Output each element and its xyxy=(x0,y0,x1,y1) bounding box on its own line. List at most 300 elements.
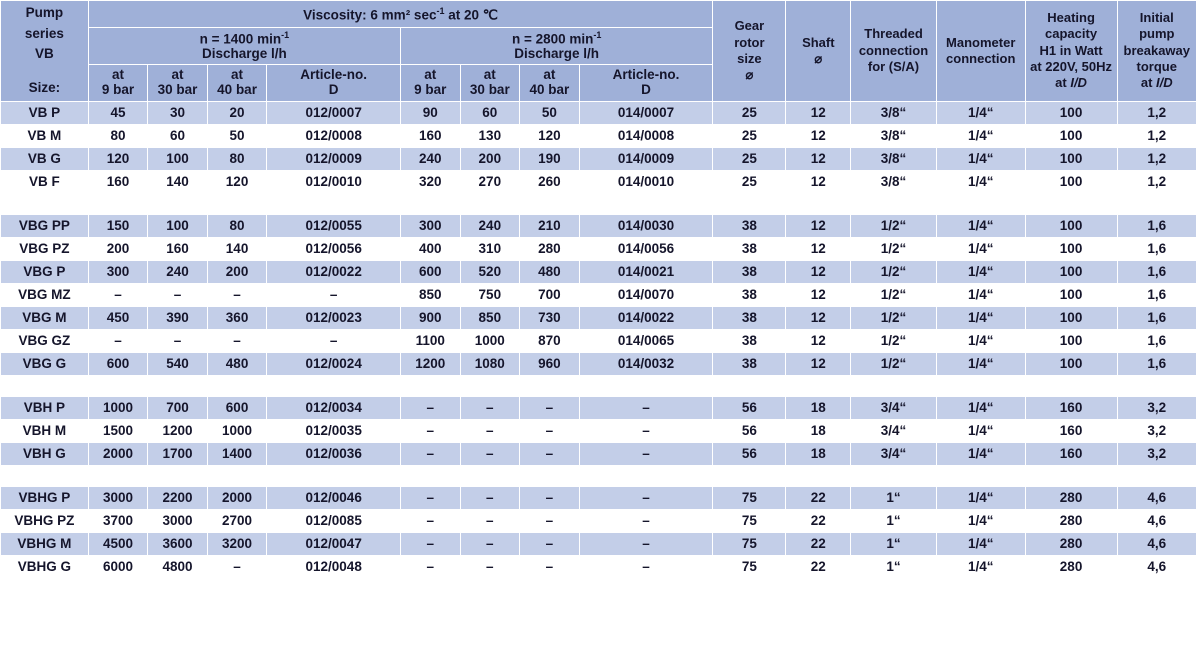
cell-discharge-1400-40bar: 1000 xyxy=(207,419,267,442)
cell-threaded-connection: 1/2“ xyxy=(851,329,937,352)
header-manometer-line1: Manometer xyxy=(946,34,1016,50)
cell-breakaway-torque: 1,2 xyxy=(1117,147,1196,170)
header-pump-series-line1: Pump xyxy=(25,5,64,21)
cell-discharge-1400-9bar: 600 xyxy=(88,352,148,375)
header-viscosity xyxy=(88,1,713,28)
header-group-1400-speed-text: n = 1400 min xyxy=(199,31,282,47)
header-viscosity-tail: at 20 ℃ xyxy=(444,7,498,23)
cell-discharge-2800-30bar: 310 xyxy=(460,237,520,260)
cell-discharge-1400-30bar: 1700 xyxy=(148,442,208,465)
cell-discharge-1400-30bar: 2200 xyxy=(148,486,208,509)
cell-heating-capacity: 100 xyxy=(1025,214,1117,237)
cell-gear-rotor-size: 38 xyxy=(713,214,786,237)
table-row xyxy=(1,101,1197,124)
cell-series: VBHG G xyxy=(1,555,89,578)
cell-article-no-2800: 014/0009 xyxy=(579,147,713,170)
cell-threaded-connection: 3/4“ xyxy=(851,419,937,442)
cell-manometer-connection: 1/4“ xyxy=(936,124,1025,147)
header-1400-40bar-at: at xyxy=(231,67,244,83)
cell-gear-rotor-size: 25 xyxy=(713,101,786,124)
cell-threaded-connection: 3/8“ xyxy=(851,170,937,193)
header-2800-40bar-value: 40 bar xyxy=(529,82,570,98)
header-heating-line5: at I/D xyxy=(1055,75,1087,91)
cell-discharge-2800-40bar: – xyxy=(520,442,580,465)
cell-article-no-1400: 012/0023 xyxy=(267,306,401,329)
cell-threaded-connection: 3/8“ xyxy=(851,124,937,147)
header-manometer-connection xyxy=(936,1,1025,102)
header-initial-breakaway-torque xyxy=(1117,1,1196,102)
cell-discharge-2800-9bar: – xyxy=(401,442,461,465)
header-pump-series-line2: series xyxy=(24,25,64,41)
cell-article-no-1400: 012/0008 xyxy=(267,124,401,147)
cell-heating-capacity: 100 xyxy=(1025,101,1117,124)
cell-discharge-2800-9bar: 240 xyxy=(401,147,461,170)
cell-article-no-1400: 012/0022 xyxy=(267,260,401,283)
cell-discharge-1400-30bar: 390 xyxy=(148,306,208,329)
cell-discharge-1400-40bar: 200 xyxy=(207,260,267,283)
cell-discharge-1400-9bar: 200 xyxy=(88,237,148,260)
cell-threaded-connection: 3/8“ xyxy=(851,147,937,170)
header-2800-30bar xyxy=(460,65,520,101)
cell-discharge-2800-9bar: – xyxy=(401,509,461,532)
cell-discharge-1400-9bar: – xyxy=(88,283,148,306)
cell-manometer-connection: 1/4“ xyxy=(936,419,1025,442)
cell-heating-capacity: 100 xyxy=(1025,283,1117,306)
cell-discharge-1400-9bar: 1000 xyxy=(88,396,148,419)
cell-heating-capacity: 100 xyxy=(1025,352,1117,375)
cell-shaft-diameter: 12 xyxy=(786,214,851,237)
header-manometer-line2: connection xyxy=(946,50,1016,66)
cell-gear-rotor-size: 38 xyxy=(713,352,786,375)
cell-heating-capacity: 100 xyxy=(1025,147,1117,170)
cell-article-no-2800: 014/0021 xyxy=(579,260,713,283)
cell-breakaway-torque: 1,2 xyxy=(1117,170,1196,193)
header-1400-article-d: D xyxy=(328,82,339,98)
header-heating-line1: Heating xyxy=(1047,10,1095,26)
cell-discharge-2800-30bar: 130 xyxy=(460,124,520,147)
cell-breakaway-torque: 1,6 xyxy=(1117,283,1196,306)
cell-discharge-1400-30bar: 100 xyxy=(148,214,208,237)
table-row xyxy=(1,509,1197,532)
header-gear-rotor-size xyxy=(713,1,786,102)
table-row xyxy=(1,396,1197,419)
header-gear-rotor-diameter-symbol: ⌀ xyxy=(745,67,754,83)
cell-discharge-2800-30bar: – xyxy=(460,532,520,555)
table-spacer-row xyxy=(1,465,1197,486)
cell-article-no-1400: – xyxy=(267,329,401,352)
cell-discharge-1400-9bar: 1500 xyxy=(88,419,148,442)
cell-series: VBG PP xyxy=(1,214,89,237)
cell-discharge-1400-9bar: 300 xyxy=(88,260,148,283)
cell-article-no-2800: – xyxy=(579,396,713,419)
cell-discharge-2800-40bar: 730 xyxy=(520,306,580,329)
table-row xyxy=(1,147,1197,170)
cell-discharge-1400-9bar: 450 xyxy=(88,306,148,329)
cell-threaded-connection: 1/2“ xyxy=(851,283,937,306)
cell-discharge-2800-30bar: 750 xyxy=(460,283,520,306)
header-initial-line5: at I/D xyxy=(1140,75,1173,91)
cell-discharge-2800-40bar: – xyxy=(520,486,580,509)
cell-discharge-1400-40bar: 140 xyxy=(207,237,267,260)
cell-discharge-1400-40bar: 360 xyxy=(207,306,267,329)
cell-discharge-1400-30bar: 160 xyxy=(148,237,208,260)
cell-heating-capacity: 100 xyxy=(1025,329,1117,352)
cell-discharge-2800-9bar: – xyxy=(401,532,461,555)
cell-shaft-diameter: 12 xyxy=(786,306,851,329)
cell-discharge-2800-9bar: – xyxy=(401,396,461,419)
header-shaft-line1: Shaft xyxy=(802,34,835,50)
cell-gear-rotor-size: 38 xyxy=(713,237,786,260)
header-group-2800 xyxy=(401,27,713,65)
cell-manometer-connection: 1/4“ xyxy=(936,283,1025,306)
cell-discharge-2800-9bar: 1100 xyxy=(401,329,461,352)
cell-gear-rotor-size: 56 xyxy=(713,396,786,419)
cell-gear-rotor-size: 56 xyxy=(713,419,786,442)
cell-manometer-connection: 1/4“ xyxy=(936,352,1025,375)
header-viscosity-text: Viscosity: 6 mm² sec xyxy=(303,7,437,23)
cell-manometer-connection: 1/4“ xyxy=(936,486,1025,509)
cell-discharge-1400-30bar: 60 xyxy=(148,124,208,147)
header-initial-line3: breakaway xyxy=(1123,42,1190,58)
header-threaded-line3: for (S/A) xyxy=(867,58,920,74)
cell-article-no-1400: 012/0056 xyxy=(267,237,401,260)
cell-threaded-connection: 3/4“ xyxy=(851,396,937,419)
header-initial-line4: torque xyxy=(1136,58,1177,74)
cell-discharge-2800-9bar: 160 xyxy=(401,124,461,147)
header-2800-article-no xyxy=(579,65,713,101)
cell-discharge-1400-30bar: 540 xyxy=(148,352,208,375)
header-1400-article-label: Article-no. xyxy=(300,67,368,83)
cell-discharge-1400-9bar: 160 xyxy=(88,170,148,193)
table-row xyxy=(1,237,1197,260)
table-row xyxy=(1,214,1197,237)
cell-discharge-1400-9bar: 45 xyxy=(88,101,148,124)
header-group-2800-speed xyxy=(403,30,710,47)
cell-heating-capacity: 100 xyxy=(1025,124,1117,147)
cell-discharge-2800-30bar: 200 xyxy=(460,147,520,170)
cell-breakaway-torque: 4,6 xyxy=(1117,509,1196,532)
header-2800-9bar-value: 9 bar xyxy=(414,82,447,98)
cell-article-no-1400: 012/0009 xyxy=(267,147,401,170)
cell-threaded-connection: 1“ xyxy=(851,486,937,509)
cell-shaft-diameter: 18 xyxy=(786,419,851,442)
header-threaded-connection xyxy=(851,1,937,102)
cell-discharge-2800-40bar: – xyxy=(520,532,580,555)
header-2800-40bar xyxy=(520,65,580,101)
header-2800-30bar-at: at xyxy=(483,67,496,83)
cell-discharge-1400-30bar: 140 xyxy=(148,170,208,193)
cell-discharge-1400-40bar: 2700 xyxy=(207,509,267,532)
cell-article-no-1400: 012/0048 xyxy=(267,555,401,578)
header-initial-line1: Initial xyxy=(1139,10,1174,26)
cell-gear-rotor-size: 25 xyxy=(713,124,786,147)
table-row xyxy=(1,352,1197,375)
header-group-1400 xyxy=(88,27,400,65)
cell-discharge-2800-9bar: – xyxy=(401,419,461,442)
header-pump-series-size: Size: xyxy=(28,80,61,96)
header-group-2800-discharge: Discharge l/h xyxy=(514,46,600,62)
cell-discharge-2800-30bar: – xyxy=(460,396,520,419)
cell-manometer-connection: 1/4“ xyxy=(936,532,1025,555)
cell-discharge-2800-40bar: 700 xyxy=(520,283,580,306)
header-heating-line3: H1 in Watt xyxy=(1039,42,1103,58)
cell-shaft-diameter: 12 xyxy=(786,352,851,375)
cell-discharge-2800-30bar: 60 xyxy=(460,101,520,124)
header-initial-line2: pump xyxy=(1139,26,1175,42)
cell-gear-rotor-size: 38 xyxy=(713,260,786,283)
cell-article-no-2800: 014/0007 xyxy=(579,101,713,124)
cell-discharge-2800-30bar: 240 xyxy=(460,214,520,237)
cell-manometer-connection: 1/4“ xyxy=(936,509,1025,532)
cell-discharge-2800-9bar: – xyxy=(401,555,461,578)
table-row xyxy=(1,442,1197,465)
cell-discharge-2800-30bar: – xyxy=(460,442,520,465)
cell-discharge-1400-9bar: 2000 xyxy=(88,442,148,465)
cell-shaft-diameter: 22 xyxy=(786,555,851,578)
header-shaft-diameter-symbol: ⌀ xyxy=(814,50,823,66)
cell-article-no-2800: 014/0070 xyxy=(579,283,713,306)
cell-article-no-2800: – xyxy=(579,419,713,442)
cell-article-no-2800: 014/0056 xyxy=(579,237,713,260)
header-group-2800-speed-sup: -1 xyxy=(593,29,602,40)
table-body xyxy=(1,101,1197,578)
cell-shaft-diameter: 12 xyxy=(786,237,851,260)
cell-discharge-2800-30bar: – xyxy=(460,419,520,442)
table-row xyxy=(1,306,1197,329)
cell-article-no-1400: 012/0035 xyxy=(267,419,401,442)
cell-discharge-1400-30bar: 100 xyxy=(148,147,208,170)
cell-article-no-1400: 012/0036 xyxy=(267,442,401,465)
cell-article-no-1400: 012/0085 xyxy=(267,509,401,532)
header-2800-article-d: D xyxy=(641,82,651,98)
cell-discharge-1400-30bar: 30 xyxy=(148,101,208,124)
cell-manometer-connection: 1/4“ xyxy=(936,442,1025,465)
cell-threaded-connection: 1/2“ xyxy=(851,306,937,329)
cell-manometer-connection: 1/4“ xyxy=(936,214,1025,237)
cell-threaded-connection: 1“ xyxy=(851,532,937,555)
cell-article-no-2800: – xyxy=(579,532,713,555)
header-viscosity-sup: -1 xyxy=(436,6,445,16)
cell-discharge-1400-9bar: 3700 xyxy=(88,509,148,532)
cell-shaft-diameter: 12 xyxy=(786,124,851,147)
cell-threaded-connection: 1“ xyxy=(851,555,937,578)
cell-breakaway-torque: 1,6 xyxy=(1117,329,1196,352)
header-threaded-line2: connection xyxy=(858,42,929,58)
cell-gear-rotor-size: 25 xyxy=(713,147,786,170)
cell-discharge-2800-40bar: – xyxy=(520,509,580,532)
cell-series: VBG MZ xyxy=(1,283,89,306)
cell-article-no-2800: – xyxy=(579,442,713,465)
cell-series: VBHG M xyxy=(1,532,89,555)
cell-discharge-1400-30bar: 240 xyxy=(148,260,208,283)
table-header xyxy=(1,1,1197,102)
cell-series: VBHG PZ xyxy=(1,509,89,532)
cell-breakaway-torque: 1,6 xyxy=(1117,352,1196,375)
table-row xyxy=(1,486,1197,509)
cell-heating-capacity: 280 xyxy=(1025,532,1117,555)
cell-breakaway-torque: 1,6 xyxy=(1117,237,1196,260)
cell-shaft-diameter: 22 xyxy=(786,532,851,555)
cell-article-no-2800: 014/0032 xyxy=(579,352,713,375)
cell-series: VBHG P xyxy=(1,486,89,509)
cell-article-no-1400: 012/0024 xyxy=(267,352,401,375)
header-1400-article-no xyxy=(267,65,401,101)
cell-discharge-2800-30bar: – xyxy=(460,555,520,578)
header-gear-rotor-line3: size xyxy=(737,50,762,66)
cell-shaft-diameter: 18 xyxy=(786,396,851,419)
cell-discharge-2800-40bar: 480 xyxy=(520,260,580,283)
cell-series: VBG M xyxy=(1,306,89,329)
table-spacer-row xyxy=(1,375,1197,396)
cell-breakaway-torque: 3,2 xyxy=(1117,442,1196,465)
header-heating-capacity xyxy=(1025,1,1117,102)
header-group-1400-speed xyxy=(91,30,398,47)
cell-breakaway-torque: 4,6 xyxy=(1117,555,1196,578)
cell-series: VB M xyxy=(1,124,89,147)
cell-discharge-2800-40bar: – xyxy=(520,396,580,419)
header-1400-40bar-value: 40 bar xyxy=(217,82,257,98)
cell-heating-capacity: 280 xyxy=(1025,555,1117,578)
cell-article-no-2800: – xyxy=(579,509,713,532)
cell-manometer-connection: 1/4“ xyxy=(936,306,1025,329)
cell-threaded-connection: 1/2“ xyxy=(851,214,937,237)
cell-gear-rotor-size: 25 xyxy=(713,170,786,193)
header-group-2800-speed-text: n = 2800 min xyxy=(511,31,594,47)
cell-heating-capacity: 100 xyxy=(1025,170,1117,193)
header-2800-30bar-value: 30 bar xyxy=(469,82,510,98)
header-heating-line2: capacity xyxy=(1045,26,1098,42)
cell-threaded-connection: 3/8“ xyxy=(851,101,937,124)
cell-discharge-1400-40bar: 2000 xyxy=(207,486,267,509)
cell-discharge-2800-40bar: 120 xyxy=(520,124,580,147)
cell-discharge-2800-9bar: 320 xyxy=(401,170,461,193)
cell-discharge-1400-40bar: – xyxy=(207,283,267,306)
cell-threaded-connection: 1“ xyxy=(851,509,937,532)
cell-discharge-2800-30bar: 850 xyxy=(460,306,520,329)
header-heating-line4: at 220V, 50Hz xyxy=(1030,58,1113,74)
table-row xyxy=(1,555,1197,578)
cell-series: VB F xyxy=(1,170,89,193)
header-row-1 xyxy=(1,1,1197,28)
cell-gear-rotor-size: 38 xyxy=(713,283,786,306)
cell-shaft-diameter: 12 xyxy=(786,101,851,124)
cell-heating-capacity: 280 xyxy=(1025,486,1117,509)
table-row xyxy=(1,532,1197,555)
cell-discharge-2800-30bar: – xyxy=(460,509,520,532)
cell-shaft-diameter: 18 xyxy=(786,442,851,465)
cell-series: VBG GZ xyxy=(1,329,89,352)
table-row xyxy=(1,329,1197,352)
header-1400-30bar-value: 30 bar xyxy=(157,82,198,98)
cell-discharge-1400-40bar: 20 xyxy=(207,101,267,124)
table-spacer-cell xyxy=(1,193,1197,214)
cell-shaft-diameter: 12 xyxy=(786,283,851,306)
cell-shaft-diameter: 12 xyxy=(786,260,851,283)
cell-threaded-connection: 1/2“ xyxy=(851,352,937,375)
cell-manometer-connection: 1/4“ xyxy=(936,555,1025,578)
cell-discharge-1400-30bar: 3600 xyxy=(148,532,208,555)
cell-gear-rotor-size: 75 xyxy=(713,509,786,532)
header-1400-40bar xyxy=(207,65,267,101)
cell-discharge-1400-40bar: 50 xyxy=(207,124,267,147)
header-2800-9bar xyxy=(401,65,461,101)
cell-discharge-2800-30bar: – xyxy=(460,486,520,509)
cell-article-no-2800: – xyxy=(579,555,713,578)
cell-discharge-1400-40bar: 120 xyxy=(207,170,267,193)
cell-breakaway-torque: 1,2 xyxy=(1117,124,1196,147)
cell-shaft-diameter: 12 xyxy=(786,329,851,352)
cell-article-no-2800: 014/0008 xyxy=(579,124,713,147)
cell-discharge-2800-40bar: 960 xyxy=(520,352,580,375)
cell-shaft-diameter: 22 xyxy=(786,509,851,532)
cell-heating-capacity: 160 xyxy=(1025,442,1117,465)
header-pump-series xyxy=(1,1,89,102)
cell-article-no-2800: 014/0010 xyxy=(579,170,713,193)
cell-discharge-1400-40bar: 80 xyxy=(207,147,267,170)
cell-shaft-diameter: 22 xyxy=(786,486,851,509)
cell-article-no-1400: 012/0010 xyxy=(267,170,401,193)
cell-discharge-1400-9bar: 150 xyxy=(88,214,148,237)
cell-article-no-1400: 012/0034 xyxy=(267,396,401,419)
cell-series: VBG G xyxy=(1,352,89,375)
cell-discharge-2800-30bar: 270 xyxy=(460,170,520,193)
cell-article-no-1400: 012/0007 xyxy=(267,101,401,124)
cell-gear-rotor-size: 38 xyxy=(713,329,786,352)
cell-shaft-diameter: 12 xyxy=(786,147,851,170)
cell-breakaway-torque: 4,6 xyxy=(1117,486,1196,509)
header-pump-series-line3: VB xyxy=(34,45,54,61)
cell-series: VBH M xyxy=(1,419,89,442)
header-1400-30bar-at: at xyxy=(171,67,184,83)
cell-heating-capacity: 160 xyxy=(1025,419,1117,442)
cell-manometer-connection: 1/4“ xyxy=(936,329,1025,352)
cell-discharge-2800-9bar: 850 xyxy=(401,283,461,306)
cell-shaft-diameter: 12 xyxy=(786,170,851,193)
cell-breakaway-torque: 4,6 xyxy=(1117,532,1196,555)
cell-article-no-2800: 014/0022 xyxy=(579,306,713,329)
cell-discharge-1400-40bar: 80 xyxy=(207,214,267,237)
cell-article-no-2800: 014/0030 xyxy=(579,214,713,237)
cell-article-no-1400: 012/0046 xyxy=(267,486,401,509)
cell-threaded-connection: 3/4“ xyxy=(851,442,937,465)
cell-discharge-1400-30bar: 700 xyxy=(148,396,208,419)
cell-discharge-1400-9bar: 3000 xyxy=(88,486,148,509)
cell-heating-capacity: 280 xyxy=(1025,509,1117,532)
cell-manometer-connection: 1/4“ xyxy=(936,260,1025,283)
cell-discharge-1400-40bar: – xyxy=(207,555,267,578)
header-group-1400-speed-sup: -1 xyxy=(281,29,290,40)
cell-discharge-1400-40bar: 600 xyxy=(207,396,267,419)
cell-breakaway-torque: 1,6 xyxy=(1117,306,1196,329)
cell-heating-capacity: 100 xyxy=(1025,260,1117,283)
cell-series: VBG P xyxy=(1,260,89,283)
cell-discharge-2800-30bar: 1000 xyxy=(460,329,520,352)
cell-discharge-1400-9bar: 80 xyxy=(88,124,148,147)
cell-article-no-1400: 012/0055 xyxy=(267,214,401,237)
header-2800-9bar-at: at xyxy=(424,67,437,83)
table-row xyxy=(1,419,1197,442)
cell-breakaway-torque: 3,2 xyxy=(1117,396,1196,419)
cell-discharge-2800-30bar: 520 xyxy=(460,260,520,283)
cell-breakaway-torque: 1,2 xyxy=(1117,101,1196,124)
cell-discharge-1400-30bar: – xyxy=(148,329,208,352)
cell-heating-capacity: 100 xyxy=(1025,306,1117,329)
table-spacer-cell xyxy=(1,465,1197,486)
cell-manometer-connection: 1/4“ xyxy=(936,237,1025,260)
cell-article-no-1400: 012/0047 xyxy=(267,532,401,555)
cell-series: VBG PZ xyxy=(1,237,89,260)
cell-gear-rotor-size: 75 xyxy=(713,555,786,578)
